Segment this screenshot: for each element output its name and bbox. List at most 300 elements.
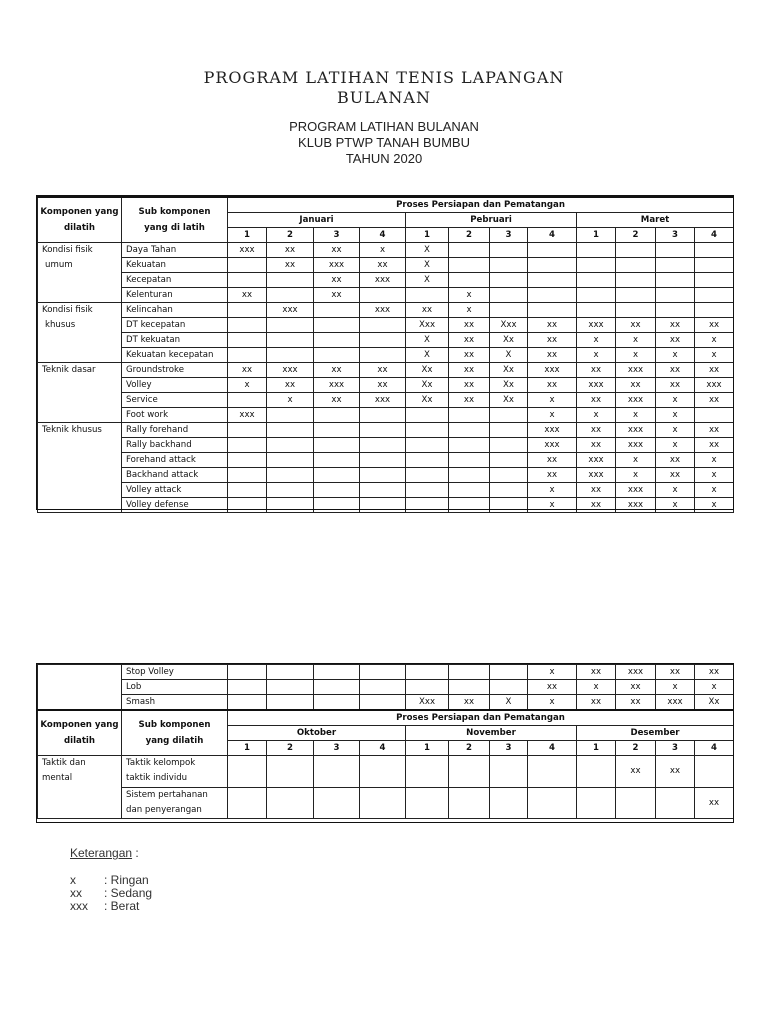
sub-component: Daya Tahan <box>122 243 228 258</box>
intensity-cell <box>577 258 616 273</box>
intensity-cell <box>449 423 490 438</box>
intensity-cell: xx <box>695 787 734 819</box>
table-row <box>38 695 734 711</box>
legend-description: : Ringan <box>104 873 149 887</box>
intensity-cell: Xxx <box>406 318 449 333</box>
intensity-cell <box>228 483 267 498</box>
intensity-cell: xx <box>449 318 490 333</box>
intensity-cell <box>360 756 406 788</box>
intensity-cell <box>267 348 314 363</box>
group-label-line: khusus <box>45 320 76 330</box>
intensity-cell: xx <box>616 756 656 788</box>
week-header: 1 <box>577 228 616 243</box>
intensity-cell: x <box>656 483 695 498</box>
legend-symbol: x <box>70 873 76 887</box>
intensity-cell <box>360 787 406 819</box>
week-header: 2 <box>616 228 656 243</box>
intensity-cell <box>406 756 449 788</box>
intensity-cell <box>228 273 267 288</box>
intensity-cell: x <box>656 348 695 363</box>
intensity-cell <box>360 680 406 695</box>
intensity-cell: xx <box>528 333 577 348</box>
sub-component: Stop Volley <box>122 665 228 680</box>
intensity-cell: X <box>406 273 449 288</box>
intensity-cell: x <box>695 468 734 483</box>
intensity-cell <box>490 438 528 453</box>
intensity-cell: xx <box>656 453 695 468</box>
intensity-cell: xx <box>695 363 734 378</box>
week-header: 3 <box>656 228 695 243</box>
intensity-cell <box>314 468 360 483</box>
intensity-cell: Xx <box>695 695 734 711</box>
intensity-cell: xx <box>577 393 616 408</box>
intensity-cell <box>695 303 734 318</box>
group-label-line: umum <box>45 260 73 270</box>
intensity-cell: x <box>616 348 656 363</box>
month-header: Oktober <box>228 726 406 741</box>
sub-component: Foot work <box>122 408 228 423</box>
header-sub-komponen <box>122 710 228 756</box>
week-header: 2 <box>616 741 656 756</box>
intensity-cell: xx <box>449 695 490 711</box>
intensity-cell <box>490 288 528 303</box>
sub-component: Volley <box>122 378 228 393</box>
intensity-cell <box>656 273 695 288</box>
intensity-cell: x <box>656 438 695 453</box>
intensity-cell <box>406 288 449 303</box>
intensity-cell: xx <box>656 363 695 378</box>
intensity-cell <box>314 333 360 348</box>
intensity-cell <box>228 423 267 438</box>
table-row <box>38 680 734 695</box>
subtitle-club: KLUB PTWP TANAH BUMBU <box>298 135 470 150</box>
week-header: 3 <box>314 228 360 243</box>
intensity-cell: Xx <box>490 363 528 378</box>
intensity-cell <box>228 318 267 333</box>
intensity-cell <box>695 258 734 273</box>
intensity-cell <box>449 258 490 273</box>
intensity-cell: xxx <box>656 695 695 711</box>
subtitle-program: PROGRAM LATIHAN BULANAN <box>289 119 479 134</box>
week-header: 1 <box>406 228 449 243</box>
header-proses: Proses Persiapan dan Pematangan <box>228 197 734 213</box>
intensity-cell <box>490 258 528 273</box>
week-header: 4 <box>528 741 577 756</box>
header-sub-line: Sub komponen <box>138 720 211 730</box>
legend-heading-text: Keterangan <box>70 846 133 860</box>
intensity-cell: xx <box>616 318 656 333</box>
intensity-cell <box>360 288 406 303</box>
intensity-cell: xx <box>449 333 490 348</box>
intensity-cell: xx <box>314 243 360 258</box>
table-row <box>38 665 734 680</box>
intensity-cell <box>267 680 314 695</box>
intensity-cell: xxx <box>616 483 656 498</box>
intensity-cell <box>449 408 490 423</box>
intensity-cell <box>406 423 449 438</box>
intensity-cell <box>267 787 314 819</box>
intensity-cell: xx <box>314 363 360 378</box>
intensity-cell: xx <box>406 303 449 318</box>
intensity-cell <box>616 303 656 318</box>
group-label <box>38 423 122 513</box>
intensity-cell: x <box>577 333 616 348</box>
intensity-cell <box>267 665 314 680</box>
header-row <box>38 710 734 726</box>
intensity-cell <box>490 423 528 438</box>
intensity-cell: xxx <box>314 258 360 273</box>
intensity-cell: x <box>695 680 734 695</box>
header-sub-line: yang di latih <box>144 223 205 233</box>
intensity-cell: x <box>616 408 656 423</box>
intensity-cell <box>449 453 490 468</box>
intensity-cell: x <box>616 453 656 468</box>
intensity-cell: xx <box>314 273 360 288</box>
intensity-cell: x <box>656 680 695 695</box>
header-sub-komponen <box>122 197 228 243</box>
intensity-cell <box>577 243 616 258</box>
intensity-cell <box>406 408 449 423</box>
intensity-cell <box>314 695 360 711</box>
sub-component: Backhand attack <box>122 468 228 483</box>
intensity-cell <box>228 680 267 695</box>
intensity-cell: X <box>406 258 449 273</box>
intensity-cell <box>360 333 406 348</box>
intensity-cell <box>360 468 406 483</box>
intensity-cell: xxx <box>228 243 267 258</box>
header-proses: Proses Persiapan dan Pematangan <box>228 710 734 726</box>
intensity-cell <box>695 408 734 423</box>
intensity-cell <box>314 423 360 438</box>
intensity-cell: x <box>528 665 577 680</box>
intensity-cell <box>528 273 577 288</box>
intensity-cell: xx <box>695 438 734 453</box>
intensity-cell <box>314 438 360 453</box>
month-header: November <box>406 726 577 741</box>
intensity-cell: x <box>656 393 695 408</box>
table-row <box>38 303 734 318</box>
intensity-cell <box>228 438 267 453</box>
group-label <box>38 363 122 423</box>
intensity-cell <box>528 303 577 318</box>
intensity-cell <box>406 787 449 819</box>
table-row <box>38 243 734 258</box>
week-header: 1 <box>228 741 267 756</box>
week-header: 1 <box>577 741 616 756</box>
legend-description: : Sedang <box>104 886 153 900</box>
group-label-line: mental <box>42 773 73 783</box>
group-label-line: Kondisi fisik <box>42 305 93 315</box>
intensity-cell: xxx <box>616 665 656 680</box>
intensity-cell: x <box>528 498 577 513</box>
week-header: 2 <box>449 741 490 756</box>
legend-symbol: xx <box>70 886 82 900</box>
intensity-cell <box>616 258 656 273</box>
intensity-cell <box>616 288 656 303</box>
intensity-cell <box>656 288 695 303</box>
intensity-cell <box>449 468 490 483</box>
intensity-cell: x <box>656 408 695 423</box>
week-header: 3 <box>490 228 528 243</box>
intensity-cell <box>314 787 360 819</box>
group-label-line: Kondisi fisik <box>42 245 93 255</box>
week-header: 3 <box>490 741 528 756</box>
intensity-cell: Xx <box>406 363 449 378</box>
intensity-cell: X <box>406 333 449 348</box>
intensity-cell <box>228 498 267 513</box>
intensity-cell: Xx <box>490 378 528 393</box>
intensity-cell: xx <box>360 378 406 393</box>
intensity-cell: x <box>360 243 406 258</box>
intensity-cell <box>695 756 734 788</box>
intensity-cell: xxx <box>577 318 616 333</box>
sub-component: Kelincahan <box>122 303 228 318</box>
intensity-cell: xx <box>695 318 734 333</box>
intensity-cell: x <box>228 378 267 393</box>
intensity-cell: xx <box>314 288 360 303</box>
sub-component: Volley attack <box>122 483 228 498</box>
intensity-cell <box>490 483 528 498</box>
intensity-cell <box>228 393 267 408</box>
intensity-cell <box>449 498 490 513</box>
legend-item-light <box>70 873 149 887</box>
intensity-cell <box>228 756 267 788</box>
intensity-cell: xx <box>695 665 734 680</box>
intensity-cell <box>449 756 490 788</box>
week-header: 2 <box>267 228 314 243</box>
week-header: 4 <box>695 228 734 243</box>
legend-heading <box>70 846 139 860</box>
intensity-cell: Xx <box>490 333 528 348</box>
intensity-cell: xx <box>267 243 314 258</box>
intensity-cell: xx <box>449 378 490 393</box>
intensity-cell <box>656 303 695 318</box>
sub-component: Groundstroke <box>122 363 228 378</box>
intensity-cell: xx <box>360 258 406 273</box>
intensity-cell: xxx <box>616 438 656 453</box>
intensity-cell: xxx <box>360 303 406 318</box>
intensity-cell: Xx <box>406 378 449 393</box>
intensity-cell: x <box>449 288 490 303</box>
intensity-cell: xx <box>656 378 695 393</box>
intensity-cell <box>577 288 616 303</box>
table-row <box>38 258 734 273</box>
intensity-cell: xxx <box>528 423 577 438</box>
intensity-cell <box>228 453 267 468</box>
intensity-cell: x <box>267 393 314 408</box>
intensity-cell: xx <box>577 423 616 438</box>
week-header: 3 <box>656 741 695 756</box>
intensity-cell: xx <box>449 348 490 363</box>
intensity-cell: x <box>577 680 616 695</box>
intensity-cell: x <box>577 408 616 423</box>
intensity-cell <box>490 787 528 819</box>
training-table-oct-dec <box>37 664 734 819</box>
intensity-cell: Xxx <box>490 318 528 333</box>
intensity-cell: xx <box>528 680 577 695</box>
intensity-cell <box>449 680 490 695</box>
intensity-cell: xxx <box>616 393 656 408</box>
intensity-cell <box>360 348 406 363</box>
intensity-cell: xx <box>314 393 360 408</box>
intensity-cell <box>228 333 267 348</box>
sub-component <box>122 787 228 819</box>
intensity-cell <box>267 453 314 468</box>
intensity-cell <box>490 303 528 318</box>
intensity-cell: xx <box>656 665 695 680</box>
intensity-cell <box>695 243 734 258</box>
intensity-cell: xx <box>616 680 656 695</box>
intensity-cell: xx <box>656 468 695 483</box>
intensity-cell: xx <box>577 498 616 513</box>
intensity-cell <box>267 483 314 498</box>
intensity-cell: x <box>695 483 734 498</box>
intensity-cell: x <box>449 303 490 318</box>
month-header: Januari <box>228 213 406 228</box>
intensity-cell <box>449 483 490 498</box>
intensity-cell <box>314 303 360 318</box>
intensity-cell <box>360 498 406 513</box>
table-row <box>38 787 734 819</box>
intensity-cell: x <box>528 483 577 498</box>
table-row <box>38 408 734 423</box>
intensity-cell <box>360 438 406 453</box>
intensity-cell: xxx <box>528 363 577 378</box>
intensity-cell <box>528 243 577 258</box>
header-komponen-line: Komponen yang <box>40 720 119 730</box>
sub-component: Lob <box>122 680 228 695</box>
intensity-cell: xx <box>449 363 490 378</box>
intensity-cell: x <box>695 348 734 363</box>
intensity-cell <box>267 333 314 348</box>
intensity-cell <box>695 288 734 303</box>
table-row <box>38 468 734 483</box>
table-row <box>38 756 734 788</box>
intensity-cell <box>577 273 616 288</box>
header-sub-line: Sub komponen <box>138 207 211 217</box>
sub-component-line: taktik individu <box>126 773 188 783</box>
intensity-cell: Xx <box>490 393 528 408</box>
intensity-cell: xx <box>360 363 406 378</box>
intensity-cell <box>314 318 360 333</box>
intensity-cell <box>228 348 267 363</box>
intensity-cell <box>490 680 528 695</box>
legend-symbol: xxx <box>70 899 88 913</box>
intensity-cell: xxx <box>616 498 656 513</box>
intensity-cell <box>406 438 449 453</box>
intensity-cell <box>360 408 406 423</box>
intensity-cell: x <box>695 498 734 513</box>
table-row <box>38 393 734 408</box>
intensity-cell <box>656 243 695 258</box>
month-header: Maret <box>577 213 734 228</box>
table-row <box>38 333 734 348</box>
header-komponen-line: Komponen yang <box>40 207 119 217</box>
intensity-cell: xx <box>577 695 616 711</box>
intensity-cell: x <box>695 333 734 348</box>
intensity-cell <box>267 408 314 423</box>
intensity-cell <box>406 680 449 695</box>
intensity-cell <box>267 288 314 303</box>
intensity-cell: X <box>490 348 528 363</box>
intensity-cell <box>314 665 360 680</box>
legend-item-heavy <box>70 899 139 913</box>
group-label <box>38 303 122 363</box>
intensity-cell <box>228 787 267 819</box>
intensity-cell: xxx <box>314 378 360 393</box>
week-header: 3 <box>314 741 360 756</box>
sub-component-line: dan penyerangan <box>126 804 202 815</box>
intensity-cell <box>490 665 528 680</box>
sub-component: Forehand attack <box>122 453 228 468</box>
sub-component: Rally backhand <box>122 438 228 453</box>
sub-component: Kekuatan <box>122 258 228 273</box>
intensity-cell: x <box>656 423 695 438</box>
intensity-cell: xx <box>695 393 734 408</box>
intensity-cell <box>406 498 449 513</box>
week-header: 4 <box>360 228 406 243</box>
intensity-cell <box>267 695 314 711</box>
intensity-cell: x <box>577 348 616 363</box>
group-label-line: Taktik dan <box>42 758 86 768</box>
table-row <box>38 273 734 288</box>
intensity-cell: xxx <box>528 438 577 453</box>
sub-component: Kekuatan kecepatan <box>122 348 228 363</box>
training-table-jan-mar <box>37 196 734 513</box>
intensity-cell: x <box>616 468 656 483</box>
week-header: 4 <box>695 741 734 756</box>
sub-component: Rally forehand <box>122 423 228 438</box>
group-label <box>38 243 122 303</box>
intensity-cell <box>314 348 360 363</box>
header-komponen <box>38 197 122 243</box>
intensity-cell <box>360 483 406 498</box>
intensity-cell: Xx <box>406 393 449 408</box>
header-komponen <box>38 710 122 756</box>
month-header: Desember <box>577 726 734 741</box>
intensity-cell <box>449 665 490 680</box>
intensity-cell: xx <box>577 438 616 453</box>
legend-item-medium <box>70 886 152 900</box>
intensity-cell <box>314 483 360 498</box>
sub-component: Smash <box>122 695 228 711</box>
sub-component: DT kecepatan <box>122 318 228 333</box>
intensity-cell <box>490 468 528 483</box>
table-row <box>38 453 734 468</box>
sub-component: Volley defense <box>122 498 228 513</box>
intensity-cell <box>656 258 695 273</box>
intensity-cell: xx <box>528 348 577 363</box>
intensity-cell <box>267 468 314 483</box>
intensity-cell <box>314 756 360 788</box>
intensity-cell <box>490 273 528 288</box>
intensity-cell: xxx <box>577 378 616 393</box>
intensity-cell <box>314 680 360 695</box>
intensity-cell <box>406 483 449 498</box>
intensity-cell: xxx <box>360 273 406 288</box>
intensity-cell <box>267 756 314 788</box>
intensity-cell: xx <box>528 318 577 333</box>
intensity-cell <box>695 273 734 288</box>
intensity-cell: x <box>616 333 656 348</box>
intensity-cell: xx <box>267 258 314 273</box>
intensity-cell <box>267 438 314 453</box>
intensity-cell: xxx <box>577 468 616 483</box>
intensity-cell <box>528 288 577 303</box>
intensity-cell <box>490 498 528 513</box>
intensity-cell <box>449 787 490 819</box>
intensity-cell: xxx <box>267 363 314 378</box>
